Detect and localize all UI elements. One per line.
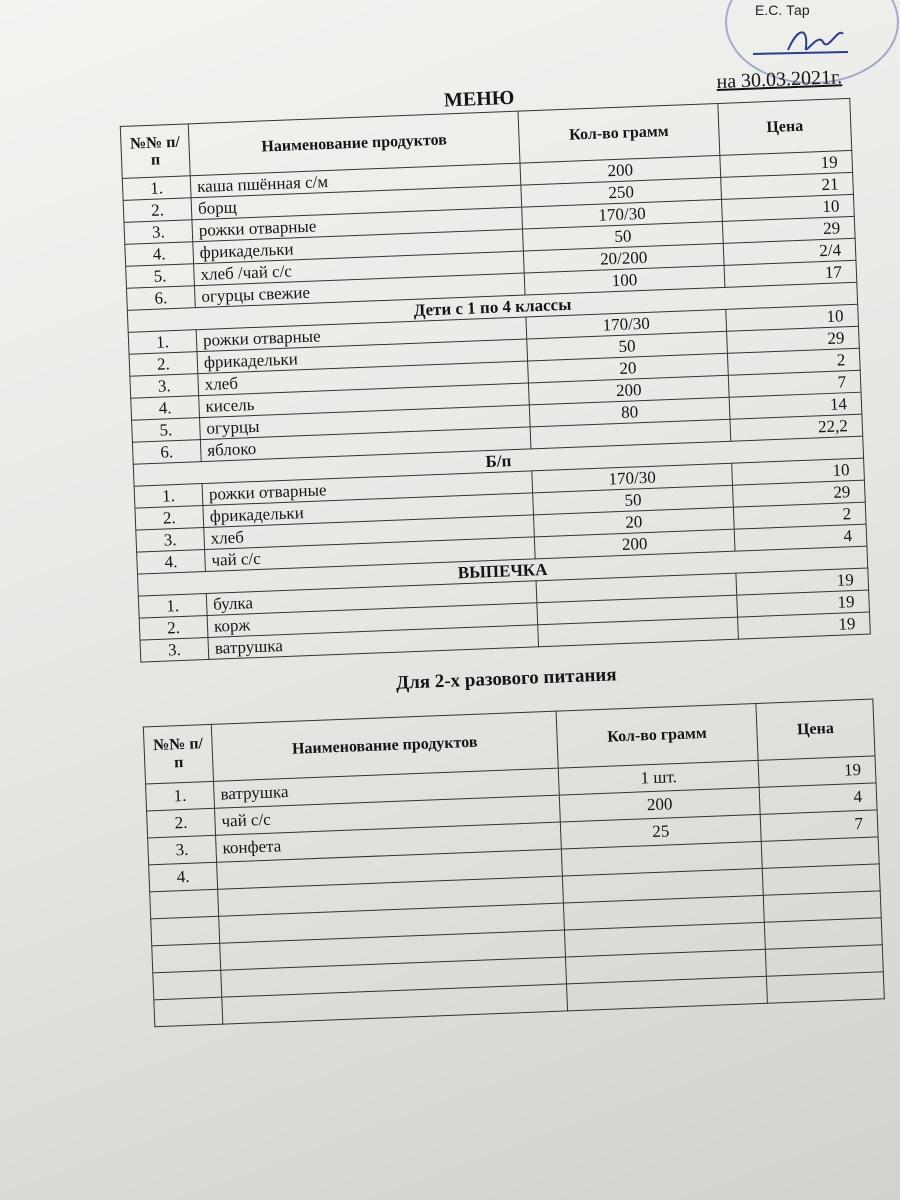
row-qty: 20/200	[523, 243, 724, 273]
header-qty: Кол-во грамм	[556, 703, 758, 768]
row-name: булка	[206, 581, 537, 616]
header-num: №№ п/п	[120, 124, 190, 179]
row-price: 19	[758, 756, 876, 787]
stamp-name: Е.С. Тар	[755, 2, 810, 18]
row-qty: 25	[560, 814, 761, 849]
row-price: 4	[759, 783, 877, 814]
row-num: 1.	[138, 593, 207, 618]
row-name: хлеб	[198, 361, 529, 396]
row-qty: 1 шт.	[558, 760, 759, 795]
row-price: 29	[722, 216, 855, 243]
row-qty: 170/30	[532, 463, 733, 493]
row-name: чай с/с	[215, 795, 561, 835]
row-price: 22,2	[730, 414, 863, 441]
row-name: каша пшённая с/м	[190, 163, 521, 198]
row-num: 6.	[127, 286, 196, 311]
row-qty: 50	[523, 221, 724, 251]
second-title: Для 2-х разового питания	[395, 664, 617, 694]
row-num: 4.	[137, 550, 206, 575]
row-num: 3.	[130, 374, 199, 399]
row-qty: 200	[520, 155, 721, 185]
header-name: Наименование продуктов	[188, 111, 520, 176]
row-name: фрикадельки	[203, 493, 534, 528]
second-rows	[146, 756, 885, 1027]
header-num: №№ п/п	[143, 724, 213, 784]
row-price: 2	[733, 502, 866, 529]
row-name: огурцы	[200, 405, 531, 440]
row-qty: 200	[534, 529, 735, 559]
row-qty: 80	[529, 397, 730, 427]
row-num: 4.	[149, 862, 218, 892]
row-qty: 250	[521, 177, 722, 207]
row-price: 21	[721, 172, 854, 199]
menu-title: МЕНЮ	[443, 86, 515, 112]
section-bakery: ВЫПЕЧКА	[137, 546, 867, 596]
row-name: фрикадельки	[193, 229, 524, 264]
row-num: 1.	[122, 176, 191, 201]
row-price: 7	[760, 810, 878, 841]
row-name: яблоко	[200, 427, 531, 462]
row-price: 10	[722, 194, 855, 221]
row-name: кисель	[199, 383, 530, 418]
row-name: рожки отварные	[202, 471, 533, 506]
row-name: хлеб /чай с/с	[194, 251, 525, 286]
row-price: 4	[734, 524, 867, 551]
row-price: 10	[732, 458, 865, 485]
row-num: 3.	[124, 220, 193, 245]
row-name: фрикадельки	[197, 339, 528, 374]
row-price: 10	[726, 304, 859, 331]
row-name: рожки отварные	[196, 317, 527, 352]
row-num: 2.	[135, 506, 204, 531]
row-name: хлеб	[204, 515, 535, 550]
row-price: 29	[727, 326, 860, 353]
row-qty: 50	[527, 331, 728, 361]
row-num	[151, 916, 220, 946]
header-name: Наименование продуктов	[211, 711, 558, 781]
menu-table	[120, 98, 871, 663]
row-price: 7	[728, 370, 861, 397]
menu-date: на 30.03.2021г.	[716, 66, 843, 94]
row-price: 19	[737, 590, 870, 617]
header-price: Цена	[718, 98, 852, 155]
row-num: 5.	[132, 418, 201, 443]
row-qty: 50	[533, 485, 734, 515]
row-num	[154, 997, 223, 1027]
row-name: чай с/с	[205, 537, 536, 572]
row-price: 19	[738, 612, 871, 639]
row-price: 2/4	[723, 238, 856, 265]
row-num: 3.	[140, 637, 209, 662]
row-qty: 170/30	[526, 309, 727, 339]
row-num: 4.	[131, 396, 200, 421]
row-qty: 20	[534, 507, 735, 537]
row-num: 5.	[126, 264, 195, 289]
row-name: огурцы свежие	[194, 273, 525, 308]
section-bp: Б/п	[133, 436, 863, 486]
row-num: 1.	[134, 484, 203, 509]
row-qty: 200	[528, 375, 729, 405]
row-num	[153, 970, 222, 1000]
row-price	[766, 972, 884, 1003]
row-name: ватрушка	[208, 625, 539, 660]
row-num: 3.	[148, 835, 217, 865]
row-price: 17	[724, 260, 857, 287]
row-num: 6.	[132, 440, 201, 465]
row-num: 4.	[125, 242, 194, 267]
row-num: 1.	[146, 781, 215, 811]
row-qty: 200	[559, 787, 760, 822]
row-qty: 20	[528, 353, 729, 383]
row-price: 2	[727, 348, 860, 375]
second-menu-table	[143, 698, 885, 1027]
row-num	[152, 943, 221, 973]
row-num: 2.	[129, 352, 198, 377]
row-num: 2.	[123, 198, 192, 223]
row-qty: 170/30	[522, 199, 723, 229]
row-num: 3.	[136, 528, 205, 553]
row-price: 29	[733, 480, 866, 507]
row-price: 19	[736, 568, 869, 595]
row-num: 2.	[139, 615, 208, 640]
header-price: Цена	[756, 699, 875, 760]
row-name: рожки отварные	[192, 207, 523, 242]
header-qty: Кол-во грамм	[518, 103, 720, 163]
row-price: 14	[729, 392, 862, 419]
row-name: корж	[207, 603, 538, 638]
row-name: ватрушка	[213, 768, 559, 808]
section-kids: Дети с 1 по 4 классы	[127, 282, 857, 332]
row-price: 19	[720, 150, 853, 177]
row-num: 2.	[147, 808, 216, 838]
row-name: борщ	[191, 185, 522, 220]
row-qty: 100	[524, 265, 725, 295]
row-name: конфета	[216, 822, 562, 862]
row-num	[150, 889, 219, 919]
row-num: 1.	[128, 330, 197, 355]
menu-document	[118, 50, 900, 1027]
